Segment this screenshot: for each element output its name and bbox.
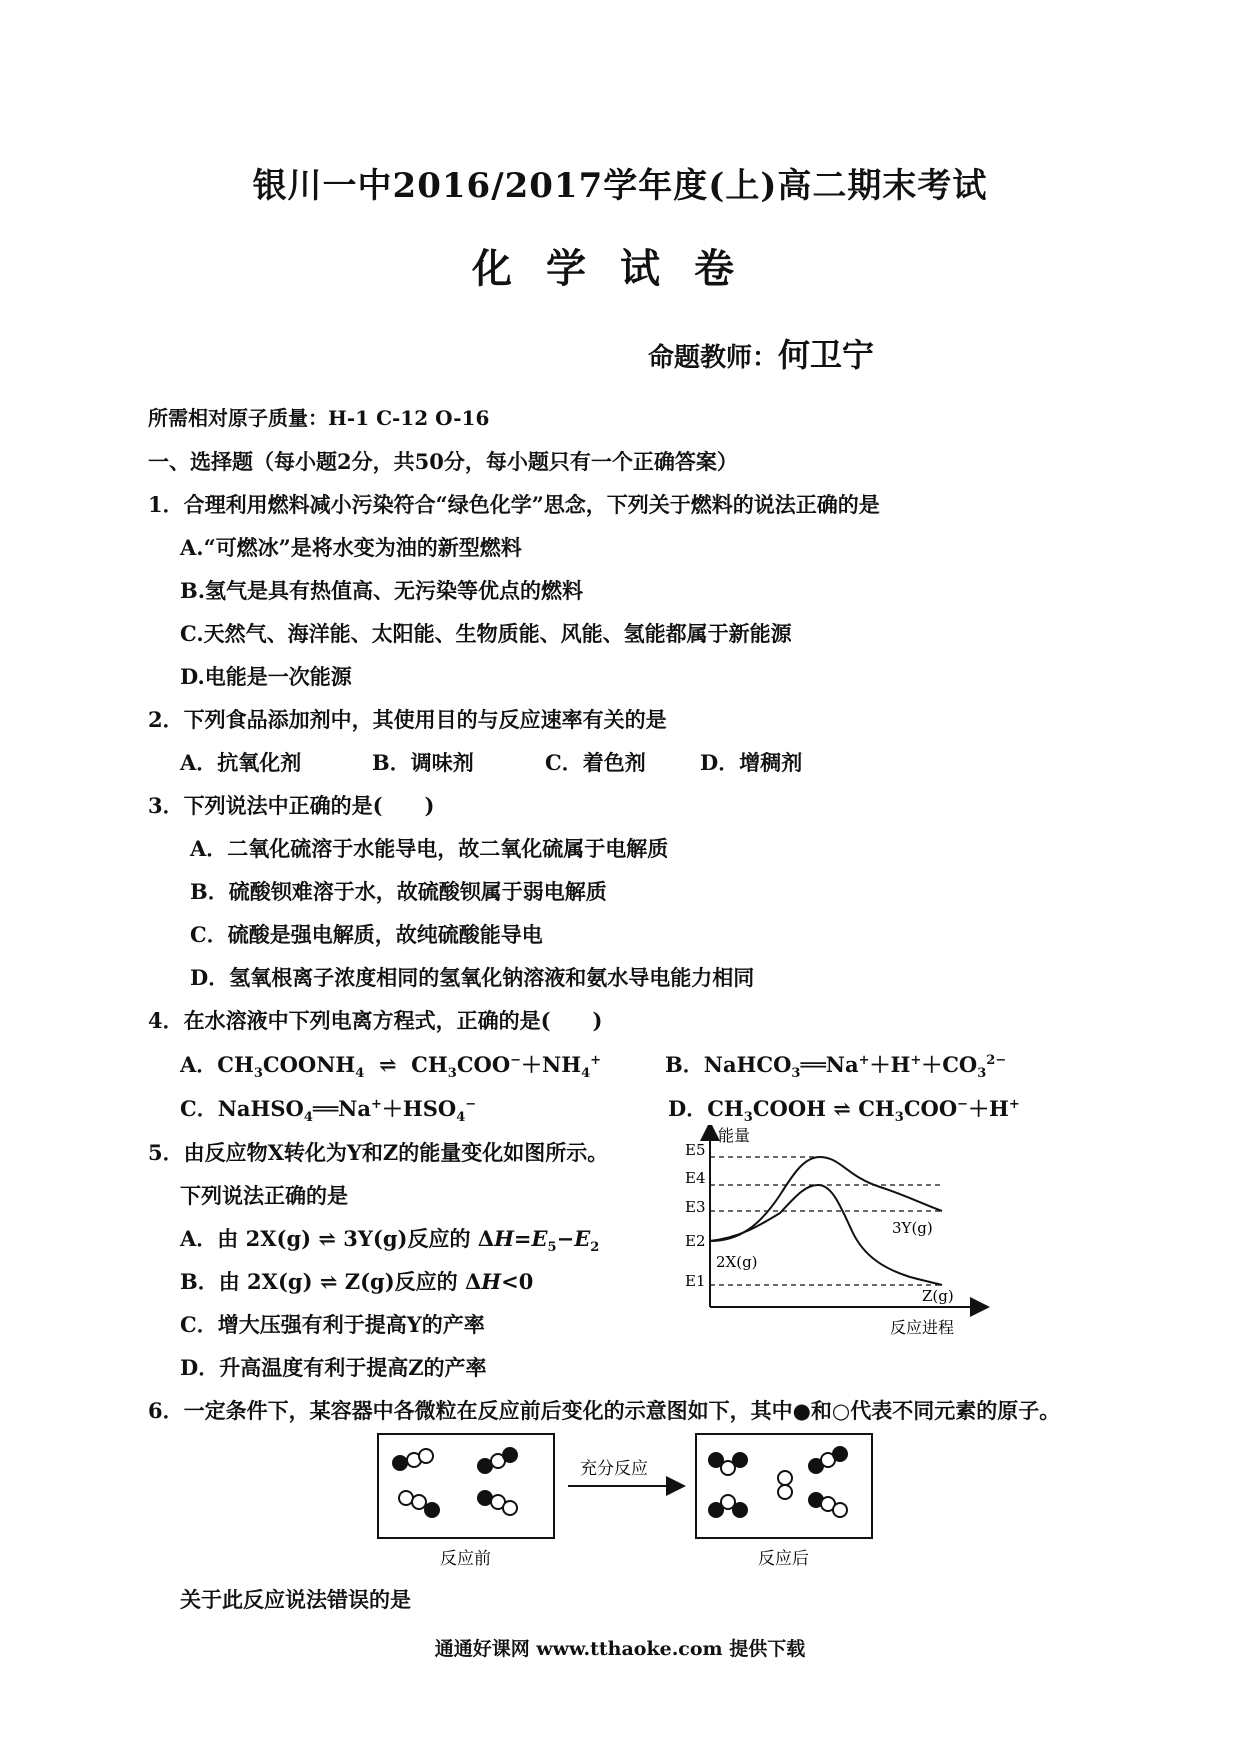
label-3y: 3Y(g) [892, 1219, 933, 1237]
reversible-arrow-icon: ⇌ [378, 1052, 397, 1077]
q5-option-d: D．升高温度有利于提高Z的产率 [180, 1355, 487, 1380]
footer: 通通好课网 www.tthaoke.com 提供下载 [434, 1638, 806, 1660]
q2-option-d: D．增稠剂 [700, 750, 803, 775]
q3-option-b: B．硫酸钡难溶于水，故硫酸钡属于弱电解质 [190, 879, 607, 904]
label-e5: E5 [685, 1141, 706, 1159]
q2-option-c: C．着色剂 [545, 750, 646, 775]
q1-option-b: B.氢气是具有热值高、无污染等优点的燃料 [180, 578, 584, 603]
exam-title: 银川一中2016/2017学年度(上)高二期末考试 [252, 166, 988, 206]
q4-option-a: A．$CH_3COONH_4$ ⇌ $CH_3COO^-+NH_4^+$ [180, 1052, 602, 1082]
q6-stem: 6．一定条件下，某容器中各微粒在反应前后变化的示意图如下，其中●和○代表不同元素的原子。 [148, 1398, 1061, 1423]
atomic-mass-line: 所需相对原子质量：H-1 C-12 O-16 [148, 406, 490, 430]
reversible-arrow-icon: ⇌ [833, 1096, 851, 1121]
q4-d-label: D． [668, 1096, 708, 1121]
q5-option-b: B．由 2X(g) ⇌ Z(g)反应的 ΔH<0 [180, 1269, 534, 1294]
subject-title: 化学试卷 [472, 245, 768, 292]
energy-diagram [680, 1125, 1000, 1345]
q4-option-d: D．$CH_3COOH$ ⇌ $CH_3COO^-+H^+$ [668, 1096, 1020, 1126]
x-axis-label: 反应进程 [890, 1318, 955, 1337]
q3-option-c: C．硫酸是强电解质，故纯硫酸能导电 [190, 922, 543, 947]
q4-option-b: B．$NaHCO_3══Na^++H^++CO_3^{2-}$ [665, 1052, 1007, 1082]
reversible-arrow-icon: ⇌ [319, 1269, 338, 1294]
q2-option-b: B．调味剂 [372, 750, 474, 775]
q4-c-label: C． [180, 1096, 218, 1121]
q3-option-d: D．氢氧根离子浓度相同的氢氧化钠溶液和氨水导电能力相同 [190, 965, 755, 990]
q1-stem: 1．合理利用燃料减小污染符合“绿色化学”思念，下列关于燃料的说法正确的是 [148, 492, 880, 517]
q1-option-a: A.“可燃冰”是将水变为油的新型燃料 [180, 535, 522, 560]
q5-stem-2: 下列说法正确的是 [180, 1183, 348, 1208]
author-label: 命题教师： [648, 343, 779, 373]
q2-option-a: A．抗氧化剂 [180, 750, 302, 775]
before-label: 反应前 [440, 1549, 491, 1569]
q5-stem: 5．由反应物X转化为Y和Z的能量变化如图所示。 [148, 1140, 609, 1165]
author-line [648, 330, 874, 376]
q4-a-label: A． [180, 1052, 218, 1077]
reversible-arrow-icon: ⇌ [318, 1226, 336, 1251]
q5-option-a: A．由 2X(g) ⇌ 3Y(g)反应的 $\Delta H=E_5-E_2$ [180, 1226, 600, 1256]
q3-stem: 3．下列说法中正确的是( ) [148, 793, 435, 818]
q4-b-label: B． [665, 1052, 704, 1077]
q1-option-c: C.天然气、海洋能、太阳能、生物质能、风能、氢能都属于新能源 [180, 621, 792, 646]
particle-diagram [370, 1430, 890, 1570]
section-1-heading: 一、选择题（每小题2分，共50分，每小题只有一个正确答案） [148, 449, 738, 474]
label-e3: E3 [685, 1198, 706, 1216]
q4-option-c: C．$NaHSO_4══Na^++HSO_4^-$ [180, 1096, 477, 1126]
label-e1: E1 [685, 1272, 706, 1290]
q4-stem: 4．在水溶液中下列电离方程式，正确的是( ) [148, 1008, 603, 1033]
author-name: 何卫宁 [778, 336, 875, 374]
before-molecules [393, 1448, 517, 1517]
after-label: 反应后 [758, 1549, 809, 1569]
label-e4: E4 [685, 1169, 706, 1187]
arrow-label: 充分反应 [580, 1459, 648, 1479]
label-z: Z(g) [922, 1287, 954, 1305]
q3-option-a: A．二氧化硫溶于水能导电，故二氧化硫属于电解质 [190, 836, 669, 861]
q6-question: 关于此反应说法错误的是 [180, 1587, 411, 1612]
q5-option-c: C．增大压强有利于提高Y的产率 [180, 1312, 485, 1337]
label-2x: 2X(g) [716, 1253, 758, 1271]
label-e2: E2 [685, 1232, 706, 1250]
q1-option-d: D.电能是一次能源 [180, 664, 352, 689]
y-axis-label: 能量 [718, 1126, 751, 1145]
q2-stem: 2．下列食品添加剂中，其使用目的与反应速率有关的是 [148, 707, 667, 732]
after-molecules [709, 1447, 847, 1517]
before-box [378, 1434, 554, 1538]
